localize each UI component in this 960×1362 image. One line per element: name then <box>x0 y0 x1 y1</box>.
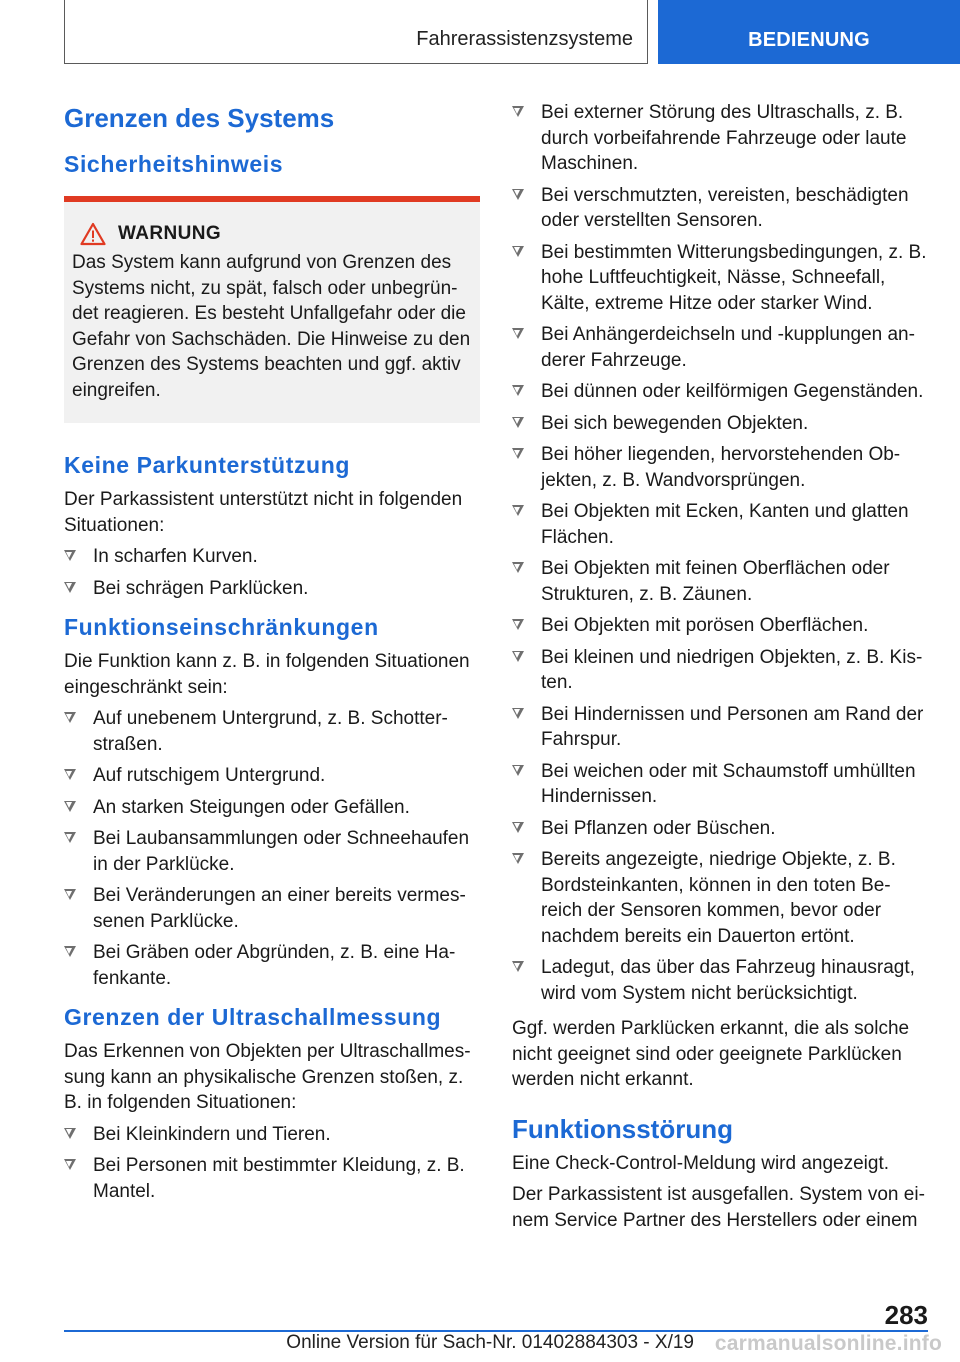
bullet-triangle-icon <box>64 582 76 593</box>
limits-intro: Die Funktion kann z. B. in folgenden Situationen eingeschränkt sein: <box>64 651 470 698</box>
bullet-triangle-icon <box>64 712 76 723</box>
list-item: In scharfen Kurven. <box>64 544 480 570</box>
bullet-triangle-icon <box>512 562 524 573</box>
bullet-triangle-icon <box>64 889 76 900</box>
after-list-text: Ggf. werden Parklücken erkannt, die als solche nicht geeignet sind oder geeignete Parklücken werden nicht erkannt. <box>512 1018 910 1090</box>
list-item: Bei Objekten mit feinen Oberflächen oder Strukturen, z. B. Zäunen. <box>512 556 928 607</box>
no-support-heading: Keine Parkunterstützung <box>64 452 351 478</box>
bullet-triangle-icon <box>512 853 524 864</box>
chapter-title: BEDIENUNG <box>748 29 870 51</box>
malfunction-heading: Funktionsstörung <box>512 1113 733 1144</box>
list-item: Bei Pflanzen oder Büschen. <box>512 816 928 842</box>
bullet-triangle-icon <box>64 801 76 812</box>
bullet-triangle-icon <box>512 505 524 516</box>
bullet-triangle-icon <box>64 769 76 780</box>
bullet-triangle-icon <box>64 550 76 561</box>
bullet-triangle-icon <box>512 417 524 428</box>
list-item: Bei Personen mit bestimmter Kleidung, z. B. Mantel. <box>64 1153 480 1204</box>
no-support-list <box>64 544 480 601</box>
safety-heading: Sicherheitshinweis <box>64 151 284 177</box>
warning-title: WARNUNG <box>118 223 222 244</box>
online-version-text: Online Version für Sach-Nr. 01402884303 - X/19 <box>286 1332 694 1353</box>
ultrasonic-list <box>64 1122 480 1205</box>
list-item: Bei höher liegenden, hervorstehenden Ob-jekten, z. B. Wandvorsprüngen. <box>512 442 928 493</box>
list-item: Bereits angezeigte, niedrige Objekte, z. B. Bordsteinkanten, können in den toten Be-reich der Sensoren kommen, bevor oder nachdem bereits ein Dauerton ertönt. <box>512 847 928 949</box>
limits-heading: Funktionseinschränkungen <box>64 614 379 640</box>
bullet-triangle-icon <box>512 961 524 972</box>
list-item: Bei bestimmten Witterungsbedingungen, z. B. hohe Luftfeuchtigkeit, Nässe, Schneefall, Kälte, extreme Hitze oder starker Wind. <box>512 240 928 317</box>
list-item: Ladegut, das über das Fahrzeug hinausragt, wird vom System nicht berücksichtigt. <box>512 955 928 1006</box>
bullet-triangle-icon <box>512 619 524 630</box>
warning-triangle-icon <box>80 222 106 246</box>
page-heading: Grenzen des Systems <box>64 103 335 133</box>
list-item: Bei weichen oder mit Schaumstoff umhüllten Hindernissen. <box>512 759 928 810</box>
list-item: Bei verschmutzten, vereisten, beschädigten oder verstellten Sensoren. <box>512 183 928 234</box>
bullet-triangle-icon <box>512 822 524 833</box>
limits-list <box>64 706 480 991</box>
list-item: Bei Kleinkindern und Tieren. <box>64 1122 480 1148</box>
list-item: Bei Gräben oder Abgründen, z. B. eine Ha-fenkante. <box>64 940 480 991</box>
ultrasonic-intro: Das Erkennen von Objekten per Ultraschallmes-sung kann an physikalische Grenzen stoßen, z. B. in folgenden Situationen: <box>64 1041 471 1113</box>
list-item: Bei sich bewegenden Objekten. <box>512 411 928 437</box>
header-chapter-tab <box>658 0 960 64</box>
ultrasonic-heading: Grenzen der Ultraschallmessung <box>64 1004 442 1030</box>
header-section-title <box>64 0 648 64</box>
warning-text: Das System kann aufgrund von Grenzen des Systems nicht, zu spät, falsch oder unbegrün-det reagieren. Es besteht Unfallgefahr oder die Gefahr von Sachschäden. Die Hinweise zu den Grenzen des Systems beachten und ggf. aktiv eingreifen. <box>72 252 471 401</box>
list-item: Bei Objekten mit porösen Oberflächen. <box>512 613 928 639</box>
bullet-triangle-icon <box>512 651 524 662</box>
watermark: carmanualsonline.info <box>714 1332 942 1355</box>
bullet-triangle-icon <box>64 946 76 957</box>
bullet-triangle-icon <box>512 189 524 200</box>
no-support-intro: Der Parkassistent unterstützt nicht in folgenden Situationen: <box>64 489 463 536</box>
list-item: An starken Steigungen oder Gefällen. <box>64 795 480 821</box>
list-item: Bei Anhängerdeichseln und -kupplungen an-derer Fahrzeuge. <box>512 322 928 373</box>
list-item: Bei Hindernissen und Personen am Rand der Fahrspur. <box>512 702 928 753</box>
bullet-triangle-icon <box>512 246 524 257</box>
list-item: Bei Veränderungen an einer bereits vermes-senen Parklücke. <box>64 883 480 934</box>
warning-box <box>64 196 480 423</box>
right-column <box>512 100 928 1239</box>
bullet-triangle-icon <box>512 448 524 459</box>
malfunction-text-1: Eine Check-Control-Meldung wird angezeigt. <box>512 1152 890 1174</box>
page-number: 283 <box>884 1300 928 1330</box>
list-item: Auf unebenem Untergrund, z. B. Schotter-straßen. <box>64 706 480 757</box>
list-item: Bei Objekten mit Ecken, Kanten und glatten Flächen. <box>512 499 928 550</box>
list-item: Bei externer Störung des Ultraschalls, z. B. durch vorbeifahrende Fahrzeuge oder laute Maschinen. <box>512 100 928 177</box>
ultrasonic-list-continued <box>512 100 928 1006</box>
malfunction-text-2: Der Parkassistent ist ausgefallen. System von ei-nem Service Partner des Herstellers oder einem <box>512 1184 925 1231</box>
bullet-triangle-icon <box>64 832 76 843</box>
bullet-triangle-icon <box>512 385 524 396</box>
list-item: Auf rutschigem Untergrund. <box>64 763 480 789</box>
bullet-triangle-icon <box>64 1128 76 1139</box>
list-item: Bei kleinen und niedrigen Objekten, z. B. Kis-ten. <box>512 645 928 696</box>
list-item: Bei dünnen oder keilförmigen Gegenständen. <box>512 379 928 405</box>
left-column <box>64 100 480 1214</box>
bullet-triangle-icon <box>512 106 524 117</box>
list-item: Bei schrägen Parklücken. <box>64 576 480 602</box>
bullet-triangle-icon <box>512 708 524 719</box>
warning-header <box>72 222 472 246</box>
bullet-triangle-icon <box>512 328 524 339</box>
list-item: Bei Laubansammlungen oder Schneehaufen in der Parklücke. <box>64 826 480 877</box>
bullet-triangle-icon <box>512 765 524 776</box>
section-title: Fahrerassistenzsysteme <box>416 28 633 50</box>
bullet-triangle-icon <box>64 1159 76 1170</box>
